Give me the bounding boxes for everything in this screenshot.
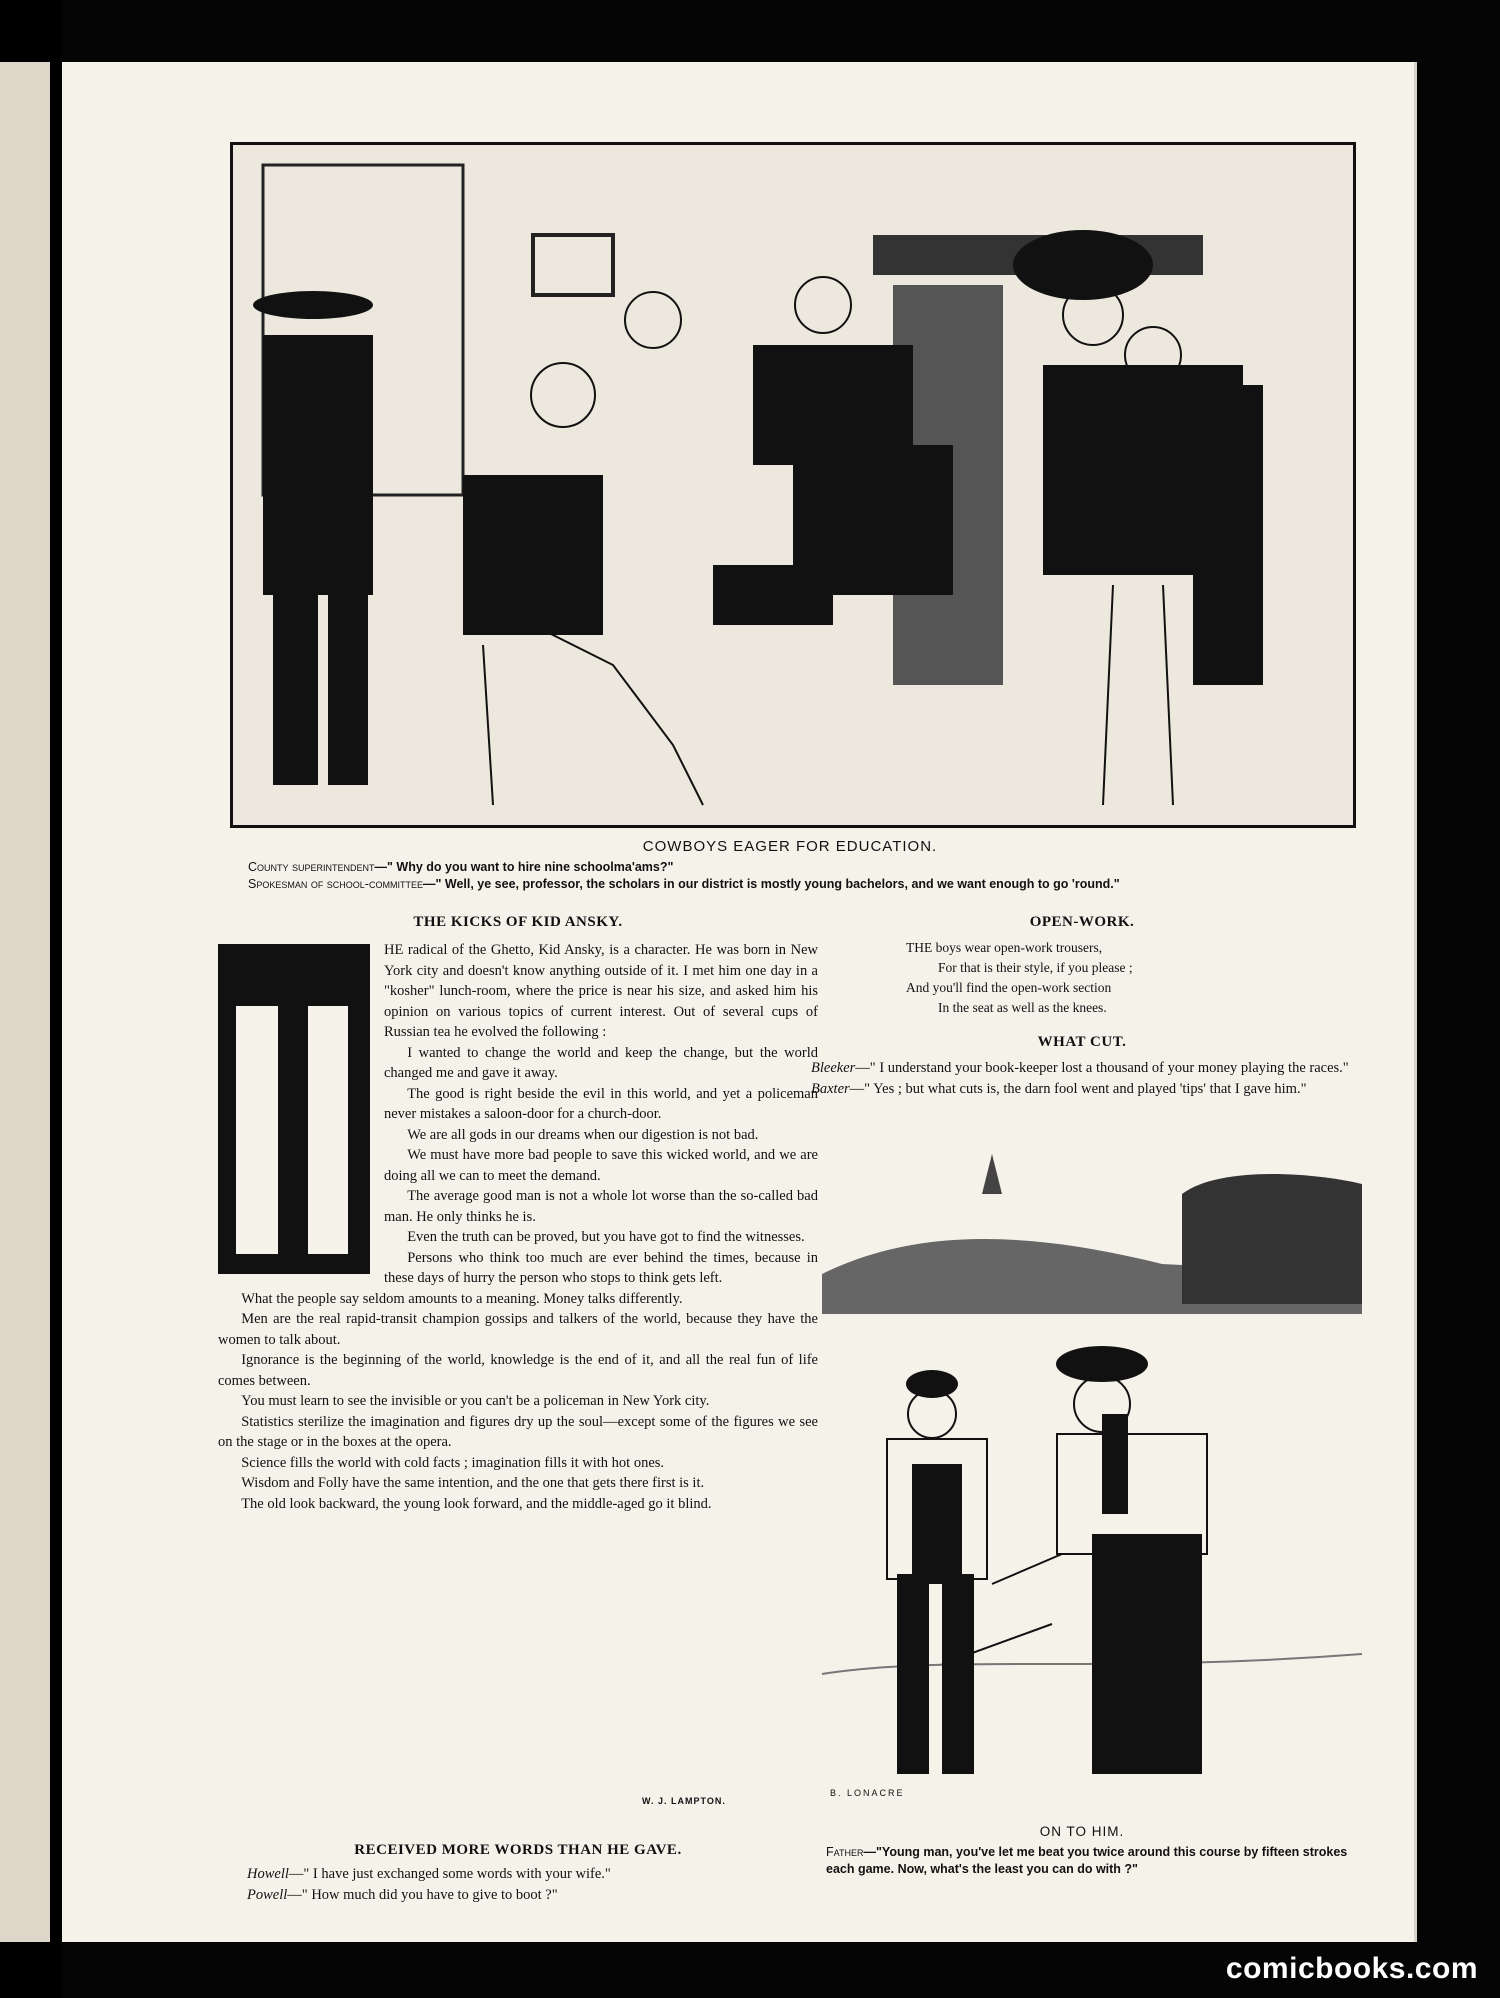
- golf-artist-signature: B. LONACRE: [830, 1788, 905, 1798]
- kicks-paragraph: Science fills the world with cold facts ; imagination fills it with hot ones.: [241, 1454, 665, 1471]
- top-caption-title: COWBOYS EAGER FOR EDUCATION.: [642, 838, 938, 855]
- kicks-paragraph: The average good man is not a whole lot worse than the so-called bad man. He only thinks he is.: [384, 1188, 818, 1225]
- openwork-heading: OPEN-WORK.: [1029, 914, 1135, 930]
- received-line: Howell—" I have just exchanged some words with your wife.": [247, 1866, 611, 1882]
- golf-caption-title: ON TO HIM.: [1039, 1824, 1125, 1839]
- kicks-paragraph: We must have more bad people to save this wicked world, and we are doing all we can to meet the demand.: [384, 1147, 818, 1184]
- whatcut-line: Bleeker—" I understand your book-keeper lost a thousand of your money playing the races.": [811, 1060, 1349, 1076]
- poem-line: For that is their style, if you please ;: [938, 960, 1133, 975]
- kicks-paragraph: You must learn to see the invisible or you can't be a policeman in New York city.: [241, 1393, 710, 1409]
- watermark: comicbooks.com: [1225, 1952, 1478, 1985]
- kicks-paragraph: The good is right beside the evil in this world, and yet a policeman never mistakes a saloon-door for a church-door.: [384, 1085, 818, 1122]
- golf-illustration: [802, 1154, 1362, 1814]
- kicks-paragraph: What the people say seldom amounts to a meaning. Money talks differently.: [241, 1290, 683, 1307]
- whatcut-heading: WHAT CUT.: [1037, 1034, 1127, 1050]
- top-caption-speaker-2: Spokesman of school-committee: [248, 877, 423, 891]
- received-heading: RECEIVED MORE WORDS THAN HE GAVE.: [354, 1842, 682, 1858]
- poem-line: And you'll find the open-work section: [906, 980, 1112, 995]
- kicks-paragraph: The old look backward, the young look forward, and the middle-aged go it blind.: [241, 1495, 712, 1512]
- kicks-paragraph: Ignorance is the beginning of the world, knowledge is the end of it, and all the real fun of life comes between.: [218, 1352, 818, 1389]
- kicks-heading: THE KICKS OF KID ANSKY.: [413, 914, 623, 930]
- top-caption-text-2: —" Well, ye see, professor, the scholars in our district is mostly young bachelors, and we want enough to go 'round.": [422, 877, 1120, 891]
- top-caption-speaker-1: County superintendent: [248, 860, 375, 874]
- kicks-paragraph: Men are the real rapid-transit champion gossips and talkers of the world, because they have the women to talk about.: [218, 1311, 818, 1348]
- kicks-paragraph: I wanted to change the world and keep the change, but the world changed me and gave it away.: [384, 1044, 818, 1081]
- poem-line: In the seat as well as the knees.: [938, 1000, 1107, 1015]
- golf-caption-text: [826, 1844, 1366, 1878]
- kicks-paragraph: We are all gods in our dreams when our digestion is not bad.: [407, 1126, 759, 1143]
- kicks-paragraph: Statistics sterilize the imagination and figures dry up the soul—except some of the figures we see on the stage or in the boxes at the opera.: [218, 1413, 818, 1450]
- cowboys-illustration: [230, 142, 1356, 828]
- kicks-paragraph: HE radical of the Ghetto, Kid Ansky, is a character. He was born in New York city and doesn't know anything outside of it. I met him one day in a "kosher" lunch-room, where the price is near his size, and asked him his opinion on various topics of current interest. Out of several cups of Russian tea he evolved the following :: [384, 942, 818, 1040]
- received-dialog: [218, 1864, 818, 1905]
- dropcap-letter: [236, 964, 348, 1254]
- poem-line: THE boys wear open-work trousers,: [906, 940, 1103, 955]
- whatcut-line: Baxter—" Yes ; but what cuts is, the darn fool went and played 'tips' that I gave him.": [811, 1080, 1307, 1097]
- dropcap-ornament: [218, 944, 370, 1274]
- received-line: Powell—" How much did you have to give to boot ?": [247, 1886, 558, 1903]
- magazine-page: [62, 62, 1417, 1942]
- kicks-paragraph: Wisdom and Folly have the same intention, and the one that gets there first is it.: [241, 1475, 705, 1491]
- top-caption-line-1: [248, 860, 673, 874]
- top-caption-text-1: —" Why do you want to hire nine schoolma'ams?": [374, 860, 674, 874]
- golf-caption-speaker: Father: [826, 1845, 864, 1859]
- openwork-poem: [906, 938, 1326, 1018]
- whatcut-dialog: [782, 1058, 1382, 1099]
- top-caption-line-2: [248, 877, 1120, 891]
- facing-page-edge: [0, 62, 50, 1942]
- kicks-signature: W. J. LAMPTON.: [642, 1796, 726, 1806]
- kicks-paragraph: Persons who think too much are ever behind the times, because in these days of hurry the person who stops to think gets left.: [384, 1249, 818, 1286]
- golf-caption-quote: —"Young man, you've let me beat you twice around this course by fifteen strokes each game. Now, what's the least you can do with ?": [826, 1845, 1348, 1876]
- kicks-article-body: [218, 940, 818, 1514]
- kicks-paragraph: Even the truth can be proved, but you have got to find the witnesses.: [407, 1229, 805, 1245]
